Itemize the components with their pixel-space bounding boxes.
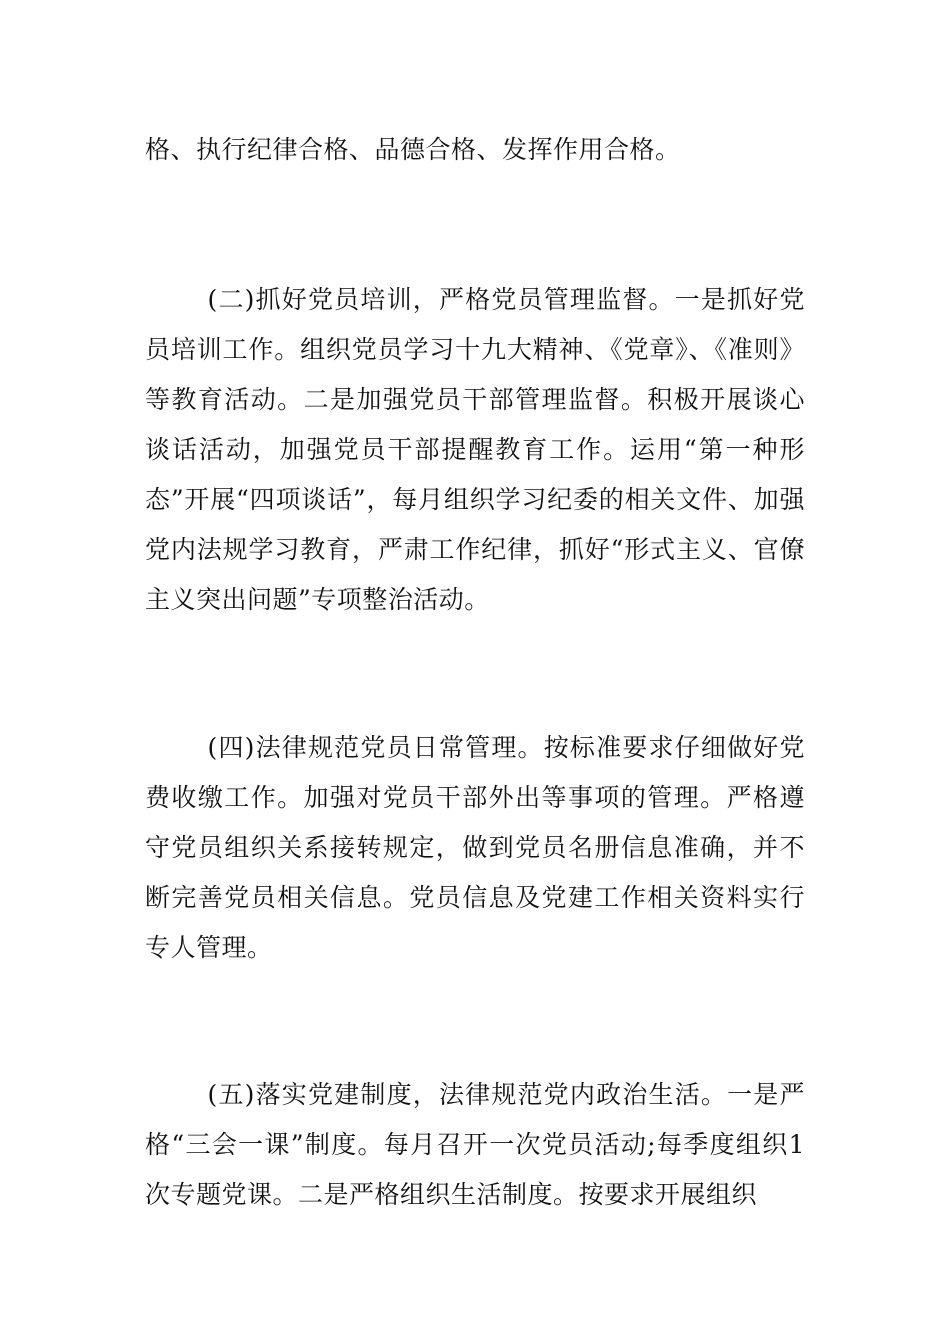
paragraph-section-5: (五)落实党建制度，法律规范党内政治生活。一是严格“三会一课”制度。每月召开一次党员活动;每季度组织1次专题党课。二是严格组织生活制度。按要求开展组织	[145, 1080, 805, 1209]
paragraph-section-2: (二)抓好党员培训，严格党员管理监督。一是抓好党员培训工作。组织党员学习十九大精神、《党章》、《准则》等教育活动。二是加强党员干部管理监督。积极开展谈心谈话活动，加强党员干部提醒教育工作。运用“第一种形态”开展“四项谈话”，每月组织学习纪委的相关文件、加强党内法规学习教育，严肃工作纪律，抓好“形式主义、官僚主义突出问题”专项整治活动。	[145, 285, 805, 614]
paragraph-continuation: 格、执行纪律合格、品德合格、发挥作用合格。	[145, 135, 681, 164]
paragraph-section-4: (四)法律规范党员日常管理。按标准要求仔细做好党费收缴工作。加强对党员干部外出等事项的管理。严格遵守党员组织关系接转规定，做到党员名册信息准确，并不断完善党员相关信息。党员信息及党建工作相关资料实行专人管理。	[145, 733, 805, 962]
